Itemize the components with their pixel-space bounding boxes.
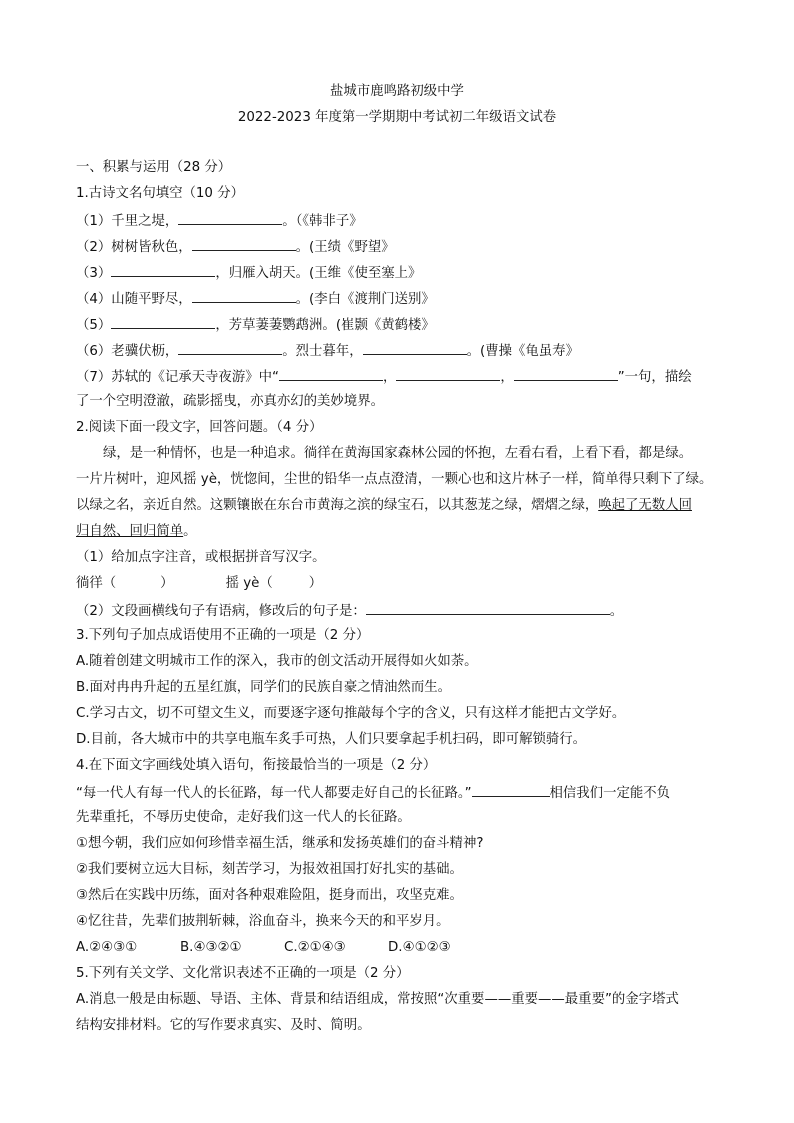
q1-item-2-source: 。(王绩《野望》 bbox=[295, 240, 395, 255]
q3-option-a[interactable]: A.随着创建文明城市工作的深入，我市的创文活动开展得如火如荼。 bbox=[76, 654, 478, 669]
q5-option-a-line-1[interactable]: A.消息一般是由标题、导语、主体、背景和结语组成，常按照“次重要——重要——最重要”的金字塔式 bbox=[76, 992, 679, 1007]
underlined-sentence: 唤起了无数人回 bbox=[598, 498, 692, 513]
q1-item-4-source: 。(李白《渡荆门送别》 bbox=[295, 292, 435, 307]
q1-item-7 bbox=[76, 366, 692, 388]
q1-item-2-text: （2）树树皆秋色， bbox=[76, 240, 192, 255]
q1-item-6 bbox=[76, 340, 579, 362]
paren-close: ） bbox=[160, 576, 174, 591]
q4-sentence-3: ③然后在实践中历练，面对各种艰难险阻，挺身而出，攻坚克难。 bbox=[76, 888, 463, 903]
q1-item-1-text: （1）千里之堤， bbox=[76, 214, 179, 229]
passage-line-4 bbox=[76, 522, 197, 542]
q1-item-3 bbox=[76, 262, 421, 284]
answer-blank[interactable] bbox=[178, 210, 282, 225]
underlined-sentence: 归自然、回归简单 bbox=[76, 524, 184, 539]
q3-option-b[interactable]: B.面对冉冉升起的五星红旗，同学们的民族自豪之情油然而生。 bbox=[76, 680, 451, 695]
section-heading: 一、积累与运用（28 分） bbox=[76, 160, 232, 175]
q5-option-a-line-2[interactable]: 结构安排材料。它的写作要求真实、及时、简明。 bbox=[76, 1018, 371, 1033]
comma: ， bbox=[382, 370, 397, 385]
q3-stem: 3.下列句子加点成语使用不正确的一项是（2 分） bbox=[76, 628, 370, 643]
q1-item-5-text: （5） bbox=[76, 318, 112, 333]
q2-sub1: （1）给加点字注音，或根据拼音写汉字。 bbox=[76, 550, 326, 565]
q4-stem: 4.在下面文字画线处填入语句，衔接最恰当的一项是（2 分） bbox=[76, 758, 437, 773]
q1-item-3-text: （3） bbox=[76, 266, 112, 281]
answer-blank[interactable] bbox=[111, 314, 215, 329]
q1-item-4 bbox=[76, 288, 435, 310]
q2-sub2-text: （2）文段画横线句子有语病，修改后的句子是： bbox=[76, 604, 366, 619]
q2-stem: 2.阅读下面一段文字，回答问题。（4 分） bbox=[76, 420, 323, 435]
answer-blank[interactable] bbox=[396, 366, 500, 381]
passage-line-2: 一片片树叶，迎风摇 yè，恍惚间，尘世的铅华一点点澄清，一颗心也和这片林子一样，简单得只剩下了绿。 bbox=[76, 472, 713, 487]
exam-title: 2022-2023 年度第一学期期中考试初二年级语文试卷 bbox=[237, 110, 557, 125]
q4-quote-line-2: 先辈重托，不辱历史使命，走好我们这一代人的长征路。 bbox=[76, 810, 411, 825]
q2-sub1-answers bbox=[76, 574, 322, 594]
q3-option-c[interactable]: C.学习古文，切不可望文生义，而要逐字逐句推敲每个字的含义，只有这样才能把古文学好。 bbox=[76, 706, 626, 721]
answer-blank[interactable] bbox=[366, 600, 610, 615]
paren-close: ） bbox=[308, 576, 323, 591]
q1-item-6-source: 。(曹操《龟虽寿》 bbox=[466, 344, 579, 359]
passage-line-3 bbox=[76, 496, 692, 516]
q1-item-5 bbox=[76, 314, 435, 336]
answer-blank[interactable] bbox=[363, 340, 467, 355]
q4-quote: 相信我们一定能不负 bbox=[549, 786, 671, 801]
comma: ， bbox=[500, 370, 514, 385]
q2-sub2 bbox=[76, 600, 623, 622]
q4-choice-d[interactable]: D.④①②③ bbox=[388, 940, 451, 955]
q4-choice-a[interactable]: A.②④③① bbox=[76, 940, 138, 955]
q1-item-1 bbox=[76, 210, 363, 232]
period: 。 bbox=[183, 524, 197, 539]
answer-blank[interactable] bbox=[514, 366, 618, 381]
q4-choice-b[interactable]: B.④③②① bbox=[180, 940, 242, 955]
answer-blank[interactable] bbox=[192, 288, 296, 303]
answer-blank[interactable] bbox=[192, 236, 296, 251]
q3-option-d[interactable]: D.目前，各大城市中的共享电瓶车炙手可热，人们只要拿起手机扫码，即可解锁骑行。 bbox=[76, 732, 587, 747]
q4-choices bbox=[76, 938, 492, 958]
answer-blank[interactable] bbox=[472, 782, 550, 797]
q1-item-6-mid: 。烈士暮年， bbox=[282, 344, 363, 359]
answer-blank[interactable] bbox=[178, 340, 282, 355]
pinyin-prompt: 徜徉（ bbox=[76, 576, 117, 591]
answer-blank[interactable] bbox=[111, 262, 215, 277]
q1-item-2 bbox=[76, 236, 395, 258]
q1-item-4-text: （4）山随平野尽， bbox=[76, 292, 192, 307]
q1-item-7-cont: 了一个空明澄澈，疏影摇曳，亦真亦幻的美妙境界。 bbox=[76, 394, 384, 409]
q5-stem: 5.下列有关文学、文化常识表述不正确的一项是（2 分） bbox=[76, 966, 410, 981]
answer-blank[interactable] bbox=[279, 366, 383, 381]
q4-quote: “每一代人有每一代人的长征路，每一代人都要走好自己的长征路。” bbox=[76, 786, 472, 801]
q1-stem: 1.古诗文名句填空（10 分） bbox=[76, 186, 244, 201]
q4-sentence-1: ①想今朝，我们应如何珍惜幸福生活，继承和发扬英雄们的奋斗精神? bbox=[76, 836, 484, 851]
q1-item-6-text: （6）老骥伏枥， bbox=[76, 344, 179, 359]
q1-item-7-text: （7）苏轼的《记承天寺夜游》中“ bbox=[76, 370, 279, 385]
passage-line-1: 绿，是一种情怀，也是一种追求。徜徉在黄海国家森林公园的怀抱，左看右看，上看下看，都是绿。 bbox=[103, 446, 693, 461]
q4-sentence-2: ②我们要树立远大目标，刻苦学习，为报效祖国打好扎实的基础。 bbox=[76, 862, 463, 877]
q1-item-5-source: ，芳草萋萋鹦鹉洲。(崔颢《黄鹤楼》 bbox=[215, 318, 435, 333]
pinyin-prompt: 摇 yè（ bbox=[225, 576, 273, 591]
period: 。 bbox=[609, 604, 624, 619]
q4-choice-c[interactable]: C.②①④③ bbox=[284, 940, 346, 955]
passage-text: 以绿之名，亲近自然。这颗镶嵌在东台市黄海之滨的绿宝石，以其葱茏之绿，熠熠之绿， bbox=[76, 498, 599, 513]
q1-item-1-source: 。（《韩非子》 bbox=[282, 214, 363, 229]
q1-item-7-tail: ”一句，描绘 bbox=[617, 370, 692, 385]
q4-quote-line-1 bbox=[76, 782, 670, 804]
q4-sentence-4: ④忆往昔，先辈们披荆斩棘，浴血奋斗，换来今天的和平岁月。 bbox=[76, 914, 450, 929]
q1-item-3-source: ，归雁入胡天。(王维《使至塞上》 bbox=[215, 266, 422, 281]
school-name: 盐城市鹿鸣路初级中学 bbox=[330, 84, 464, 99]
